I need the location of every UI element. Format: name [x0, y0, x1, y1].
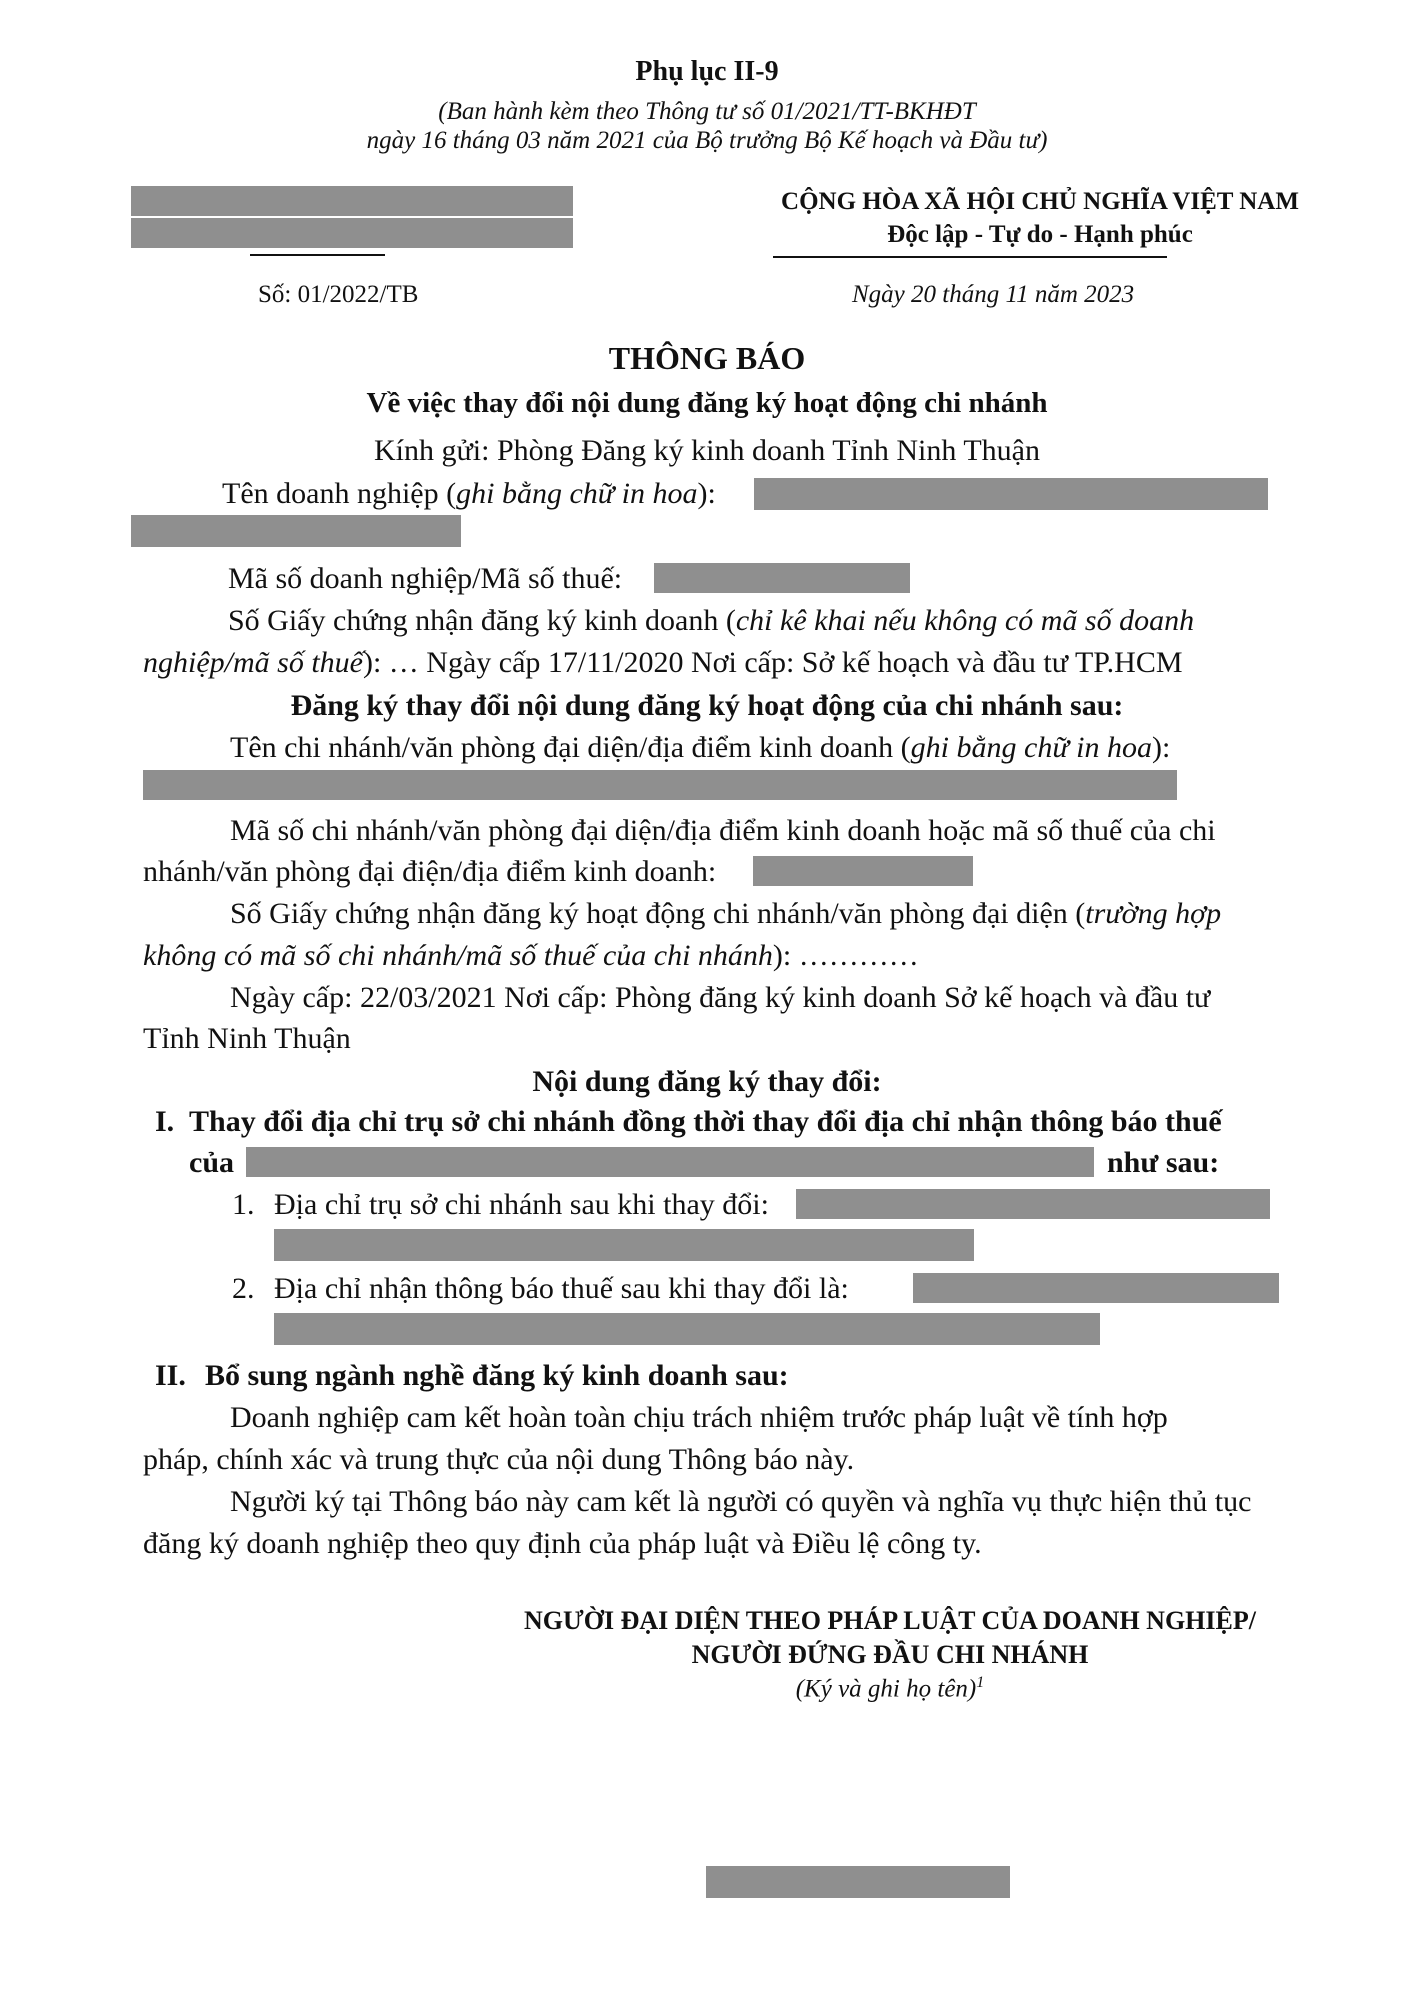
redacted-company-name-cont	[131, 515, 461, 547]
commit1-line1: Doanh nghiệp cam kết hoàn toàn chịu trách nhiệm trước pháp luật về tính hợp	[230, 1401, 1168, 1434]
redacted-org-name-line2	[131, 218, 573, 248]
branch-name-label: Tên chi nhánh/văn phòng đại diện/địa điểm kinh doanh (ghi bằng chữ in hoa):	[230, 731, 1171, 764]
branch-code-line2: nhánh/văn phòng đại điện/địa điểm kinh doanh:	[143, 855, 717, 888]
issued-note-line1: (Ban hành kèm theo Thông tư số 01/2021/TT-BKHĐT	[438, 98, 976, 125]
redacted-company-name	[754, 478, 1268, 510]
item1-number: I.	[155, 1105, 175, 1138]
signature-title-line2: NGƯỜI ĐỨNG ĐẦU CHI NHÁNH	[691, 1640, 1089, 1669]
footnote-mark: 1	[976, 1674, 985, 1691]
item2-number: II.	[155, 1359, 186, 1392]
redacted-org-name-line1	[131, 186, 573, 216]
issued-note-line2: ngày 16 tháng 03 năm 2021 của Bộ trưởng Bộ Kế hoạch và Đầu tư)	[366, 127, 1048, 154]
appendix-label: Phụ lục II-9	[635, 56, 779, 87]
item1-line2-start: của	[189, 1146, 234, 1179]
recipient-line: Kính gửi: Phòng Đăng ký kinh doanh Tỉnh Ninh Thuận	[374, 434, 1040, 467]
document-number: Số: 01/2022/TB	[258, 281, 419, 308]
redacted-new-address	[796, 1189, 1270, 1219]
redacted-tax-address-cont	[274, 1313, 1100, 1345]
tax-code-label: Mã số doanh nghiệp/Mã số thuế:	[228, 562, 623, 595]
redacted-branch-ref	[246, 1147, 1094, 1177]
signature-title-line1: NGƯỜI ĐẠI DIỆN THEO PHÁP LUẬT CỦA DOANH NGHIỆP/	[524, 1606, 1256, 1635]
item1-line2-end: như sau:	[1107, 1146, 1220, 1179]
item2-text: Bổ sung ngành nghề đăng ký kinh doanh sau:	[205, 1359, 789, 1392]
redacted-signer-name	[706, 1866, 1010, 1898]
cert-line2: nghiệp/mã số thuế): … Ngày cấp 17/11/2020 Nơi cấp: Sở kế hoạch và đầu tư TP.HCM	[143, 646, 1183, 679]
sub1-number: 1.	[232, 1188, 255, 1221]
branch-issue-line2: Tỉnh Ninh Thuận	[143, 1022, 351, 1055]
branch-cert-line1: Số Giấy chứng nhận đăng ký hoạt động chi nhánh/văn phòng đại diện (trường hợp	[230, 897, 1222, 930]
signature-note: (Ký và ghi họ tên)$^1$	[795, 1674, 985, 1703]
commit2-line2: đăng ký doanh nghiệp theo quy định của pháp luật và Điều lệ công ty.	[143, 1527, 982, 1560]
branch-issue-line1: Ngày cấp: 22/03/2021 Nơi cấp: Phòng đăng ký kinh doanh Sở kế hoạch và đầu tư	[230, 981, 1211, 1014]
changes-heading: Nội dung đăng ký thay đổi:	[532, 1065, 882, 1098]
sub2-label: Địa chỉ nhận thông báo thuế sau khi thay đổi là:	[274, 1272, 849, 1305]
commit2-line1: Người ký tại Thông báo này cam kết là người có quyền và nghĩa vụ thực hiện thủ tục	[230, 1485, 1252, 1518]
document-date: Ngày 20 tháng 11 năm 2023	[852, 281, 1135, 308]
motto-underline	[773, 256, 1167, 258]
item1-line1: Thay đổi địa chỉ trụ sở chi nhánh đồng thời thay đổi địa chỉ nhận thông báo thuế	[189, 1105, 1222, 1138]
org-underline	[250, 254, 385, 256]
company-name-label: Tên doanh nghiệp (ghi bằng chữ in hoa):	[222, 477, 716, 510]
branch-code-line1: Mã số chi nhánh/văn phòng đại diện/địa điểm kinh doanh hoặc mã số thuế của chi	[230, 814, 1216, 847]
section-heading: Đăng ký thay đổi nội dung đăng ký hoạt động của chi nhánh sau:	[290, 689, 1124, 722]
sub1-label: Địa chỉ trụ sở chi nhánh sau khi thay đổi:	[274, 1188, 769, 1221]
sub2-number: 2.	[232, 1272, 255, 1305]
redacted-tax-code	[654, 563, 910, 593]
motto: Độc lập - Tự do - Hạnh phúc	[887, 221, 1193, 248]
cert-line1: Số Giấy chứng nhận đăng ký kinh doanh (chỉ kê khai nếu không có mã số doanh	[228, 604, 1195, 637]
branch-cert-line2: không có mã số chi nhánh/mã số thuế của chi nhánh): …………	[143, 939, 919, 972]
redacted-tax-address	[913, 1273, 1279, 1303]
nation-title: CỘNG HÒA XÃ HỘI CHỦ NGHĨA VIỆT NAM	[781, 188, 1299, 215]
redacted-new-address-cont	[274, 1229, 974, 1261]
redacted-branch-code	[753, 856, 973, 886]
notice-subtitle: Về việc thay đổi nội dung đăng ký hoạt động chi nhánh	[366, 387, 1048, 419]
redacted-branch-name	[143, 770, 1177, 800]
notice-title: THÔNG BÁO	[608, 340, 806, 376]
commit1-line2: pháp, chính xác và trung thực của nội dung Thông báo này.	[143, 1443, 855, 1476]
